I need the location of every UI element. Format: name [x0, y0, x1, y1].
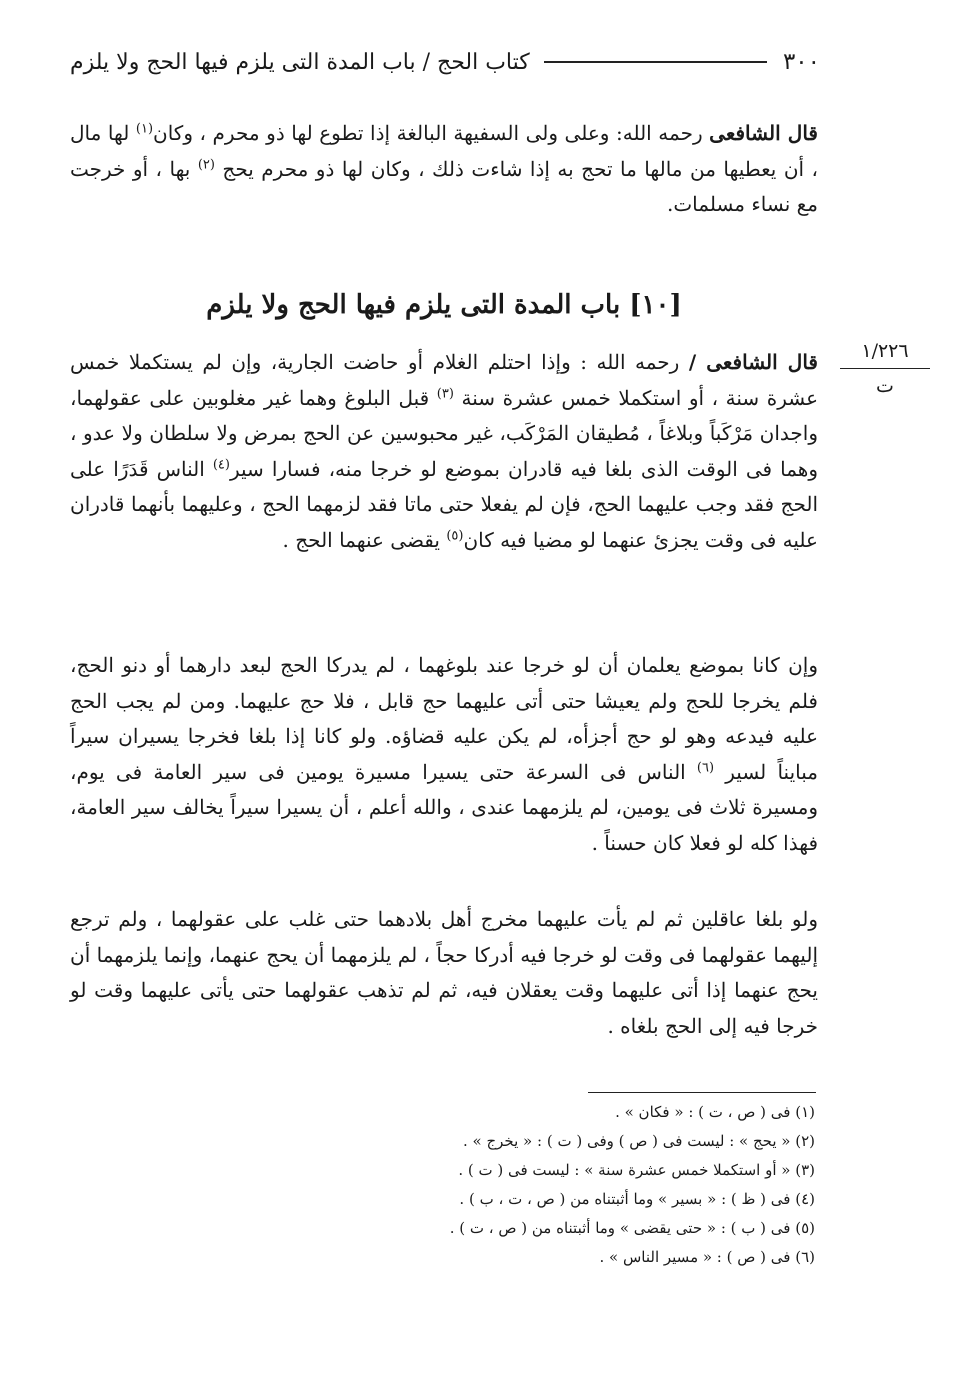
page-number: ٣٠٠ — [782, 49, 820, 75]
speaker-label: قال الشافعى / — [688, 350, 818, 374]
paragraph-text: الناس فى السرعة حتى يسيرا مسيرة يومين فى سير العامة فى يوم، ومسيرة ثلاث فى يومين، لم يلزمهما عندى ، والله أعلم ، أن يسيرا سيراً يخالف سير العامة، فهذا كله لو فعلا كان حسناً . — [70, 759, 818, 855]
footnote-ref-2: (٢) — [197, 156, 215, 172]
paragraph-4 — [70, 902, 818, 1044]
paragraph-1 — [70, 116, 818, 223]
running-title: كتاب الحج / باب المدة التى يلزم فيها الحج ولا يلزم — [70, 49, 530, 75]
paragraph-text: الناس قَدَرًا على الحج فقد وجب عليهما الحج، فإن لم يفعلا حتى ماتا فقد لزمهما الحج ، وعليهما بأنهما قادران عليه فى وقت يجزئ عنهما لو مضيا فيه كان — [70, 456, 818, 552]
footnote-ref-6: (٦) — [696, 759, 715, 775]
speaker-label: قال الشافعى — [709, 121, 818, 145]
paragraph-text: رحمه الله: وعلى ولى السفيهة البالغة إذا تطوع لها ذو محرم ، وكان — [153, 121, 710, 145]
footnote-4: (٤) فى ( ظ ) : « بسير » وما أثبتناه من ( ص ، ت ، ب ) . — [459, 1190, 815, 1208]
paragraph-text: ولو بلغا عاقلين ثم لم يأت عليهما مخرج أهل بلادهما حتى غلب على عقولهما ، ولم ترجع إليهما عقولهما فى وقت لو خرجا فيه أدركا حجاً ، لم يلزمهما أن يحج عنهما، وإنما يلزمهما أن يحج عنهما إذا أتى عليهما وقت يعقلان فيه، ثم لم تذهب عقولهما حتى يأتى عليهما وقت لو خرجا فيه إلى الحج بلغاه . — [70, 907, 818, 1038]
footnote-ref-1: (١) — [135, 121, 154, 137]
header-rule — [544, 61, 767, 63]
paragraph-text: بها ، أو خرجت مع نساء مسلمات. — [70, 156, 818, 216]
footnote-rule — [588, 1092, 816, 1093]
paragraph-text: قبل البلوغ وهما غير مغلوبين على عقولهما، واجدان مَرْكَباً وبلاغاً ، مُطيقان المَرْكَب، غير محبوسين عن الحج بمرض ولا سلطان ولا عدو ، وهما فى الوقت الذى بلغا فيه قادران بموضع لو خرجا منه، فسارا سير — [70, 385, 819, 481]
footnotes — [300, 1098, 815, 1272]
footnote-6: (٦) فى ( ص ) : « مسير الناس » . — [599, 1248, 815, 1266]
margin-folio-ref: ١/٢٢٦ — [840, 340, 930, 369]
paragraph-text: لها مال ، أن يعطيها من مالها ما تحج به إذا شاءت ذلك ، وكان لها ذو محرم يحج — [70, 121, 818, 181]
footnote-ref-4: (٤) — [212, 456, 230, 472]
paragraph-3 — [70, 648, 818, 861]
paragraph-text: يقضى عنهما الحج . — [282, 527, 447, 552]
margin-note — [840, 340, 930, 397]
section-title: [١٠] باب المدة التى يلزم فيها الحج ولا يلزم — [206, 290, 682, 320]
footnote-ref-5: (٥) — [446, 527, 464, 543]
paragraph-text: رحمه الله : وإذا احتلم الغلام أو حاضت الجارية، وإن لم يستكملا خمس عشرة سنة ، أو استكملا خمس عشرة سنة — [70, 350, 818, 410]
running-header — [70, 40, 820, 84]
footnote-ref-3: (٣) — [436, 385, 454, 401]
margin-siglum: ت — [876, 375, 894, 397]
footnote-2: (٢) « يحج » : ليست فى ( ص ) وفى ( ت ) : « يخرج » . — [462, 1132, 815, 1150]
footnote-5: (٥) فى ( ب ) : « حتى يقضى » وما أثبتناه من ( ص ، ت ) . — [449, 1219, 815, 1237]
paragraph-text: وإن كانا بموضع يعلمان أن لو خرجا عند بلوغهما ، لم يدركا الحج لبعد دارهما أو دنو الحج، فلم يخرجا للحج ولم يعيشا حتى أتى عليهما حج قابل ، فلا حج عليهما. ومن لم يجب الحج عليه فيدعه وهو لو حج أجزأه، لم يكن عليه قضاؤه. ولو كانا إذا بلغا فخرجا يسيران سيراً مبايناً لسير — [70, 653, 819, 784]
footnote-3: (٣) « أو استكملا خمس عشرة سنة » : ليست فى ( ت ) . — [458, 1161, 815, 1179]
footnote-1: (١) فى ( ص ، ت ) : « فكان » . — [615, 1103, 815, 1121]
paragraph-2 — [70, 345, 818, 558]
